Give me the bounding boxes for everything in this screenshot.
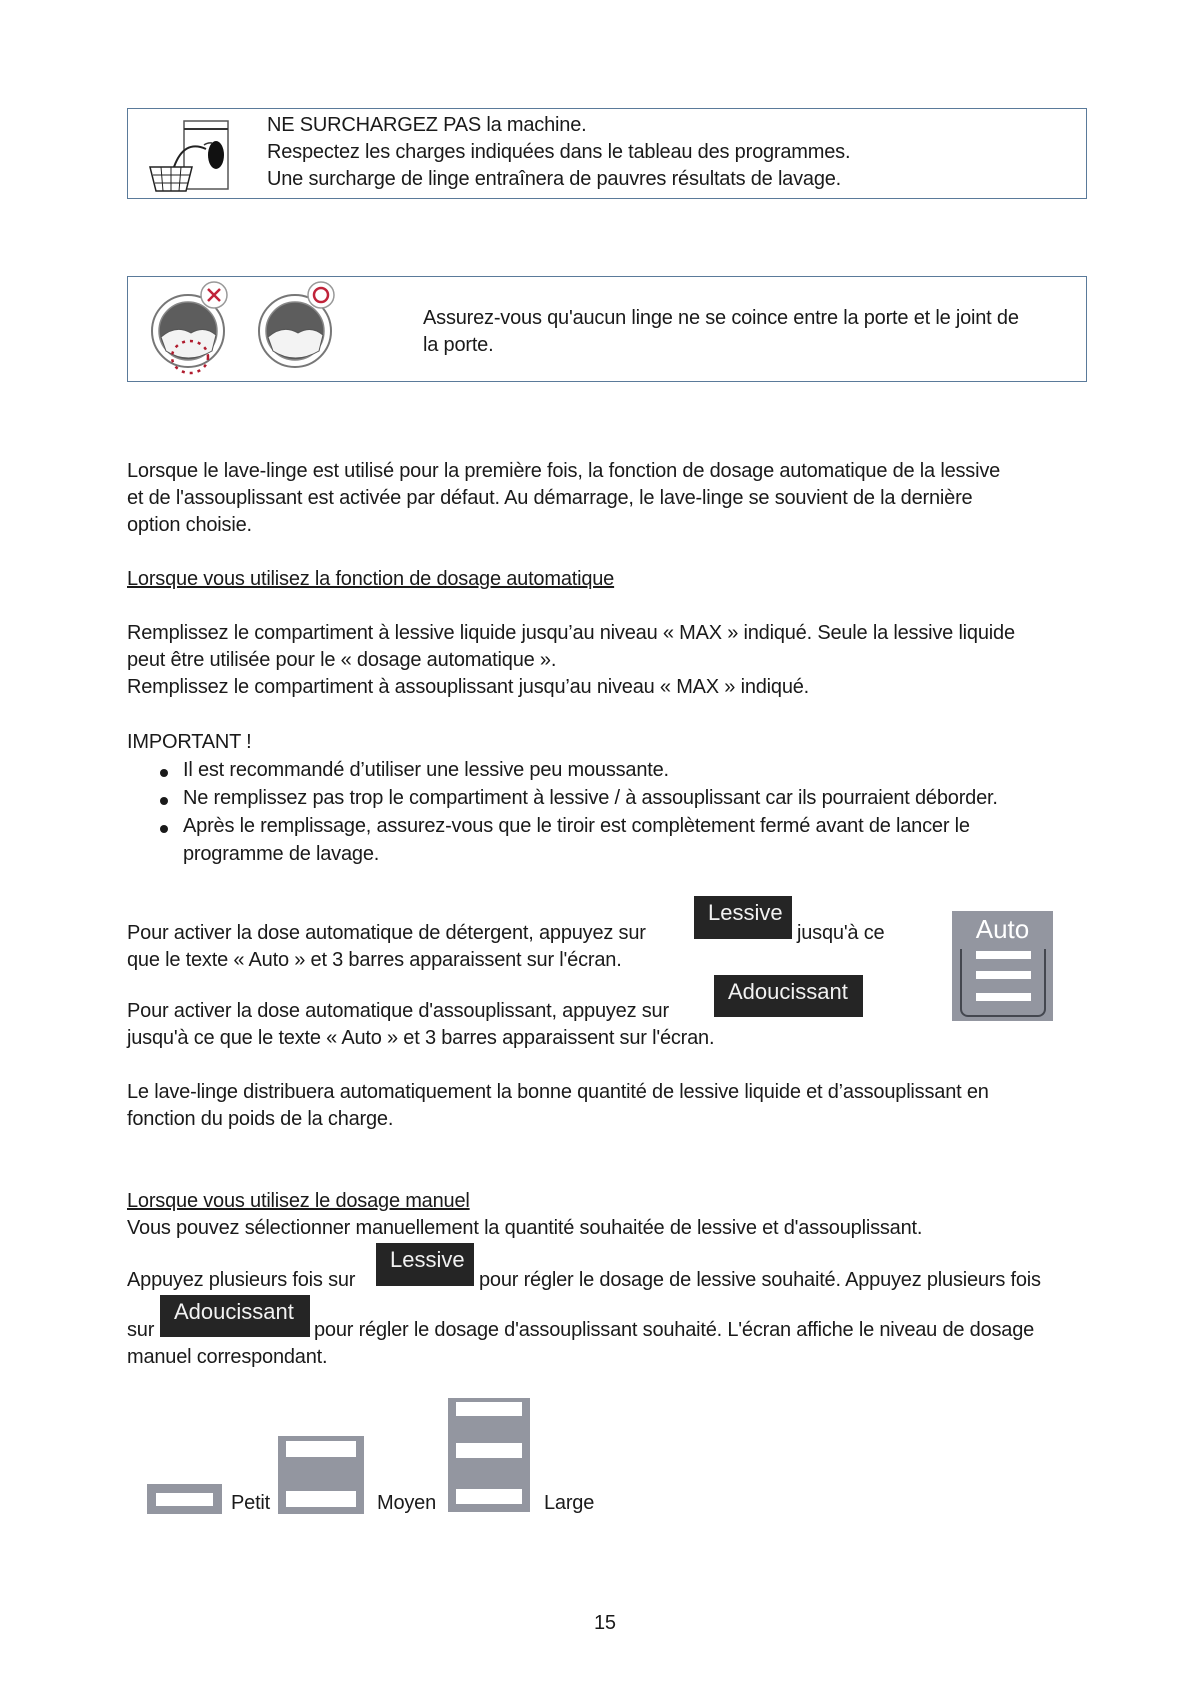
bullet-dot <box>160 797 168 805</box>
dosage-level-medium-label: Moyen <box>377 1492 437 1514</box>
detergent-line-1-after: jusqu'à ce <box>797 922 885 944</box>
intro-line-3: option choisie. <box>127 514 252 536</box>
dosage-level-medium-icon <box>278 1436 364 1514</box>
manual-line-2-after: pour régler le dosage de lessive souhaité. Appuyez plusieurs fois <box>479 1269 1041 1291</box>
dosage-level-small-label: Petit <box>231 1492 271 1514</box>
softener-line-1-before: Pour activer la dose automatique d'assouplissant, appuyez sur <box>127 1000 669 1022</box>
bullet-3-continued: programme de lavage. <box>183 843 380 865</box>
door-seal-warning-box <box>127 276 1087 382</box>
bullet-dot <box>160 825 168 833</box>
lessive-button[interactable]: Lessive <box>694 896 792 939</box>
door-seal-line-1: Assurez-vous qu'aucun linge ne se coince entre la porte et le joint de <box>423 307 1019 329</box>
fill-line-1: Remplissez le compartiment à lessive liquide jusqu’au niveau « MAX » indiqué. Seule la lessive liquide <box>127 622 1015 644</box>
dosage-level-small-icon <box>147 1484 222 1514</box>
intro-line-2: et de l'assouplissant est activée par défaut. Au démarrage, le lave-linge se souvient de la dernière <box>127 487 973 509</box>
auto-dosing-heading: Lorsque vous utilisez la fonction de dosage automatique <box>127 568 615 590</box>
softener-line-2: jusqu'à ce que le texte « Auto » et 3 barres apparaissent sur l'écran. <box>127 1027 715 1049</box>
page-number: 15 <box>594 1612 616 1634</box>
door-correct-icon <box>253 279 343 379</box>
overload-warning-box <box>127 108 1087 199</box>
bullet-3: Après le remplissage, assurez-vous que le tiroir est complètement fermé avant de lancer le <box>183 815 970 837</box>
fill-line-3: Remplissez le compartiment à assouplissant jusqu’au niveau « MAX » indiqué. <box>127 676 810 698</box>
manual-line-4: manuel correspondant. <box>127 1346 328 1368</box>
adoucissant-button[interactable]: Adoucissant <box>714 975 863 1017</box>
bullet-dot <box>160 769 168 777</box>
fill-line-2: peut être utilisée pour le « dosage automatique ». <box>127 649 557 671</box>
overload-line-3: Une surcharge de linge entraînera de pauvres résultats de lavage. <box>267 168 842 190</box>
dosage-level-large-label: Large <box>544 1492 595 1514</box>
distribute-line-1: Le lave-linge distribuera automatiquement la bonne quantité de lessive liquide et d’assouplissant en <box>127 1081 989 1103</box>
overload-line-2: Respectez les charges indiquées dans le tableau des programmes. <box>267 141 851 163</box>
manual-line-1: Vous pouvez sélectionner manuellement la quantité souhaitée de lessive et d'assouplissant. <box>127 1217 923 1239</box>
manual-line-3-before: sur <box>127 1319 155 1341</box>
overload-line-1: NE SURCHARGEZ PAS la machine. <box>267 114 587 136</box>
door-wrong-icon <box>146 279 236 379</box>
manual-line-3-after: pour régler le dosage d'assouplissant souhaité. L'écran affiche le niveau de dosage <box>314 1319 1035 1341</box>
auto-display-label: Auto <box>975 914 1030 944</box>
lessive-button[interactable]: Lessive <box>376 1243 474 1286</box>
important-label: IMPORTANT ! <box>127 731 252 753</box>
bullet-2: Ne remplissez pas trop le compartiment à lessive / à assouplissant car ils pourraient déborder. <box>183 787 998 809</box>
detergent-line-2: que le texte « Auto » et 3 barres apparaissent sur l'écran. <box>127 949 622 971</box>
detergent-line-1-before: Pour activer la dose automatique de détergent, appuyez sur <box>127 922 646 944</box>
distribute-line-2: fonction du poids de la charge. <box>127 1108 394 1130</box>
adoucissant-button[interactable]: Adoucissant <box>160 1295 310 1337</box>
auto-display-bracket <box>960 949 1046 1017</box>
bullet-1: Il est recommandé d’utiliser une lessive peu moussante. <box>183 759 669 781</box>
door-seal-line-2: la porte. <box>423 334 494 356</box>
manual-line-2-before: Appuyez plusieurs fois sur <box>127 1269 356 1291</box>
auto-dosage-display-icon <box>952 911 1053 1021</box>
overload-basket-icon <box>146 115 236 195</box>
dosage-level-large-icon <box>448 1398 530 1512</box>
intro-line-1: Lorsque le lave-linge est utilisé pour la première fois, la fonction de dosage automatique de la lessive <box>127 460 1001 482</box>
manual-dosing-heading: Lorsque vous utilisez le dosage manuel <box>127 1190 470 1212</box>
